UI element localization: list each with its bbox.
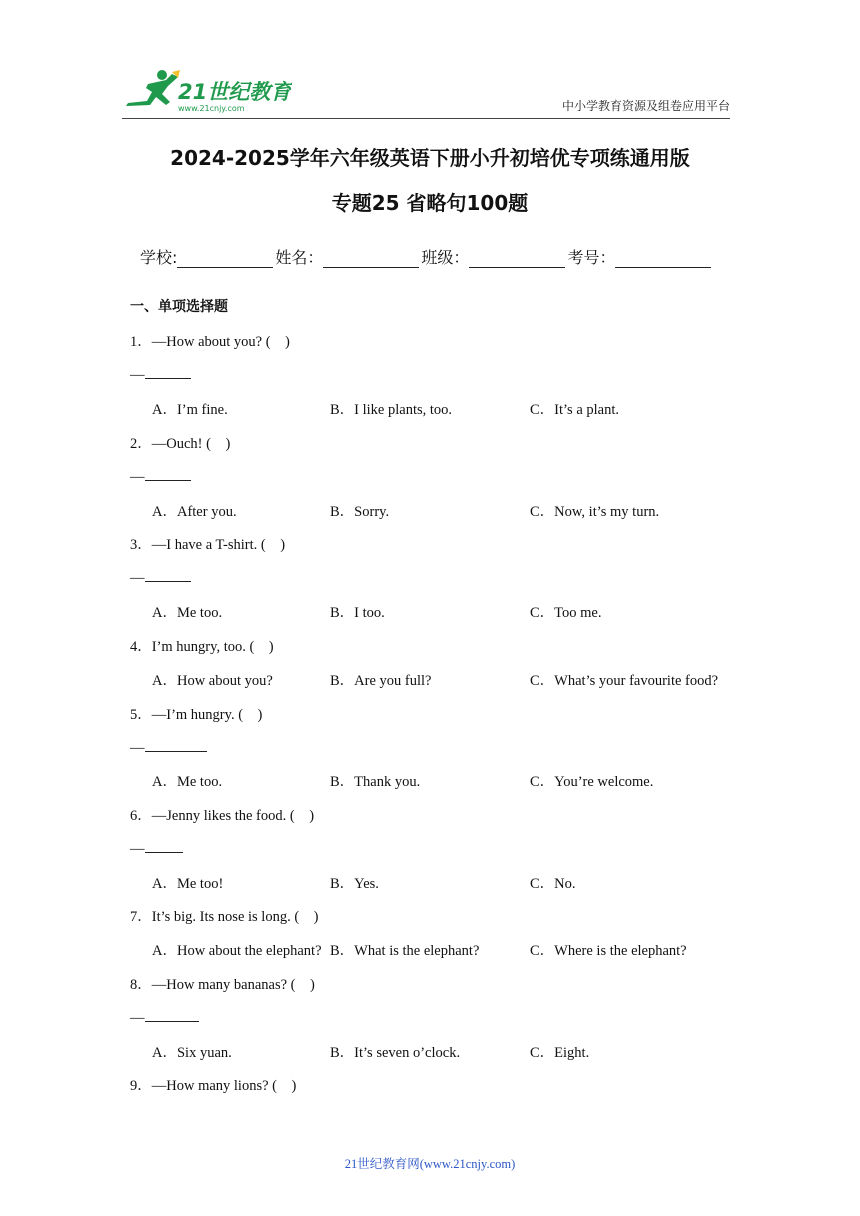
question-stem: 5．—I’m hungry. ( ) (130, 707, 263, 723)
answer-blank[interactable] (145, 567, 191, 582)
option-a[interactable]: A．Six yuan. (152, 1045, 232, 1061)
question-stem: 4．I’m hungry, too. ( ) (130, 639, 274, 655)
header-divider (122, 118, 730, 119)
option-b[interactable]: B．I like plants, too. (330, 402, 453, 418)
option-b[interactable]: B．Thank you. (330, 774, 421, 790)
option-a[interactable]: A．Me too. (152, 774, 223, 790)
platform-name: 中小学教育资源及组卷应用平台 (561, 99, 730, 113)
answer-line (130, 737, 207, 757)
number-label: 考号： (567, 248, 616, 267)
number-blank[interactable] (615, 249, 711, 268)
class-label: 班级： (421, 248, 470, 267)
answer-dash: — (130, 841, 145, 857)
option-b[interactable]: B．What is the elephant? (330, 943, 480, 959)
option-c[interactable]: C．Eight. (530, 1045, 590, 1061)
option-c[interactable]: C．No. (530, 876, 576, 892)
name-label: 姓名： (275, 248, 324, 267)
school-blank[interactable] (177, 249, 273, 268)
answer-line (130, 838, 183, 858)
answer-line (130, 1007, 199, 1027)
question-stem: 8．—How many bananas? ( ) (130, 977, 315, 993)
option-a[interactable]: A．Me too! (152, 876, 224, 892)
logo-wordmark: 21世纪教育 (178, 80, 292, 104)
answer-line (130, 364, 191, 384)
option-c[interactable]: C．You’re welcome. (530, 774, 654, 790)
option-a[interactable]: A．How about you? (152, 673, 273, 689)
option-c[interactable]: C．Too me. (530, 605, 602, 621)
question-stem: 2．—Ouch! ( ) (130, 436, 231, 452)
option-a[interactable]: A．I’m fine. (152, 402, 228, 418)
logo-url: www.21cnjy.com (178, 104, 245, 113)
option-c[interactable]: C．It’s a plant. (530, 402, 620, 418)
answer-line (130, 567, 191, 587)
answer-blank[interactable] (145, 838, 183, 853)
question-stem: 1．—How about you? ( ) (130, 334, 290, 350)
page-header (0, 0, 860, 120)
option-c[interactable]: C．Where is the elephant? (530, 943, 687, 959)
answer-dash: — (130, 469, 145, 485)
answer-dash: — (130, 570, 145, 586)
option-b[interactable]: B．I too. (330, 605, 385, 621)
option-c[interactable]: C．What’s your favourite food? (530, 673, 719, 689)
document-title: 2024-2025学年六年级英语下册小升初培优专项练通用版 (170, 146, 690, 170)
answer-blank[interactable] (145, 737, 207, 752)
question-stem: 9．—How many lions? ( ) (130, 1078, 297, 1094)
answer-line (130, 466, 191, 486)
answer-dash: — (130, 367, 145, 383)
school-label: 学校: (140, 248, 178, 267)
student-info-row (140, 245, 713, 268)
class-blank[interactable] (469, 249, 565, 268)
question-stem: 3．—I have a T-shirt. ( ) (130, 537, 286, 553)
footer-link[interactable]: 21世纪教育网(www.21cnjy.com) (344, 1157, 516, 1171)
option-b[interactable]: B．Yes. (330, 876, 379, 892)
option-a[interactable]: A．After you. (152, 504, 237, 520)
section-title: 一、单项选择题 (130, 299, 228, 315)
document-subtitle: 专题25 省略句100题 (331, 191, 529, 215)
answer-blank[interactable] (145, 1007, 199, 1022)
option-b[interactable]: B．Sorry. (330, 504, 390, 520)
option-a[interactable]: A．How about the elephant? (152, 943, 322, 959)
option-a[interactable]: A．Me too. (152, 605, 223, 621)
answer-blank[interactable] (145, 466, 191, 481)
site-logo[interactable] (122, 68, 292, 114)
answer-blank[interactable] (145, 364, 191, 379)
answer-dash: — (130, 1010, 145, 1026)
option-b[interactable]: B．Are you full? (330, 673, 432, 689)
runner-logo-icon (122, 68, 292, 114)
question-stem: 7．It’s big. Its nose is long. ( ) (130, 909, 319, 925)
name-blank[interactable] (323, 249, 419, 268)
question-stem: 6．—Jenny likes the food. ( ) (130, 808, 315, 824)
option-c[interactable]: C．Now, it’s my turn. (530, 504, 660, 520)
option-b[interactable]: B．It’s seven o’clock. (330, 1045, 461, 1061)
answer-dash: — (130, 740, 145, 756)
